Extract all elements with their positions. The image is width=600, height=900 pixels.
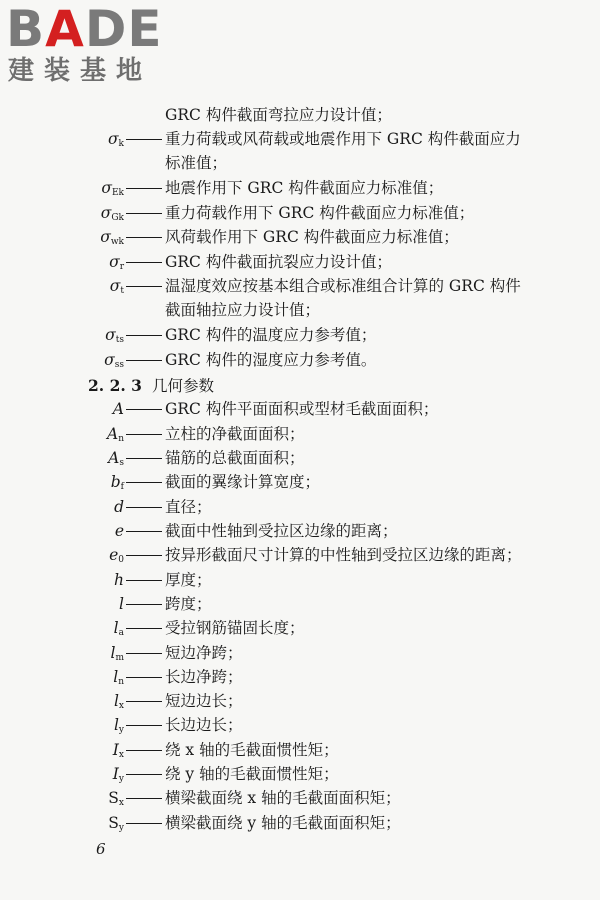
symbol-entry	[0, 763, 600, 787]
entry-symbol: A	[112, 400, 124, 418]
em-dash-rule	[126, 555, 162, 556]
entry-symbol: $S_x$	[108, 789, 124, 808]
entry-symbol: e	[114, 522, 124, 540]
entry-description: 横梁截面绕 y 轴的毛截面面积矩；	[165, 814, 401, 832]
entry-symbol: $l_a$	[113, 619, 124, 638]
em-dash-rule	[126, 725, 162, 726]
entry-symbol: $\sigma_{ss}$	[104, 351, 124, 370]
entry-description: 重力荷载或风荷载或地震作用下 GRC 构件截面应力	[165, 130, 521, 148]
entry-symbol: $I_y$	[112, 765, 124, 784]
entry-subscript: y	[118, 725, 124, 735]
entry-symbol: $\sigma_k$	[107, 130, 124, 149]
entry-subscript: f	[120, 482, 124, 492]
entry-description: 跨度；	[165, 595, 212, 613]
em-dash-rule	[126, 237, 162, 238]
em-dash-rule	[126, 798, 162, 799]
entry-symbol: $I_x$	[112, 741, 124, 760]
em-dash-rule	[126, 360, 162, 361]
symbol-entry	[0, 690, 600, 714]
logo-letters-de: DE	[84, 0, 163, 58]
em-dash-rule	[126, 750, 162, 751]
symbol-entry	[0, 177, 600, 201]
entry-symbol: $A_n$	[107, 425, 124, 444]
entry-subscript: ts	[115, 335, 124, 345]
em-dash-rule	[126, 409, 162, 410]
entry-subscript: Ek	[111, 188, 124, 198]
section-number: 2. 2. 3	[88, 376, 142, 395]
entry-description: 截面的翼缘计算宽度；	[165, 473, 321, 491]
entry-subscript: wk	[110, 237, 124, 247]
symbol-entry	[0, 324, 600, 348]
em-dash-rule	[126, 507, 162, 508]
symbol-entry	[0, 128, 600, 172]
entry-symbol: h	[114, 571, 124, 589]
symbol-entry	[0, 471, 600, 495]
symbol-entry	[0, 569, 600, 593]
entry-description: GRC 构件截面抗裂应力设计值；	[165, 253, 392, 271]
entry-symbol: $S_y$	[108, 814, 124, 833]
entry-symbol: $b_f$	[110, 473, 124, 492]
entry-description: 立柱的净截面面积；	[165, 425, 305, 443]
entry-symbol: $A_s$	[108, 449, 124, 468]
logo-letter-a: A	[45, 0, 85, 58]
entry-subscript: n	[118, 434, 124, 444]
entry-description: 长边净跨；	[165, 668, 243, 686]
entry-symbol: $l_n$	[113, 668, 124, 687]
symbol-entry	[0, 714, 600, 738]
entry-description: 短边净跨；	[165, 644, 243, 662]
entry-symbol: $\sigma_{Ek}$	[101, 179, 124, 198]
entry-symbol: d	[114, 498, 124, 516]
symbol-entry	[0, 593, 600, 617]
entry-symbol: $\sigma_{wk}$	[100, 228, 124, 247]
entry-description: 重力荷载作用下 GRC 构件截面应力标准值；	[165, 204, 475, 222]
em-dash-rule	[126, 482, 162, 483]
section-heading	[88, 374, 214, 396]
entry-symbol: $l_m$	[110, 644, 124, 663]
em-dash-rule	[126, 434, 162, 435]
symbol-entry	[0, 496, 600, 520]
entry-description: GRC 构件平面面积或型材毛截面面积；	[165, 400, 439, 418]
symbol-entry	[0, 275, 600, 319]
em-dash-rule	[126, 580, 162, 581]
entry-subscript: 0	[118, 555, 124, 565]
entry-description: 锚筋的总截面面积；	[165, 449, 305, 467]
em-dash-rule	[126, 701, 162, 702]
symbol-entry	[0, 812, 600, 836]
em-dash-rule	[126, 458, 162, 459]
logo-letter-b: B	[6, 0, 46, 58]
entry-description: 厚度；	[165, 571, 212, 589]
symbol-entry	[0, 544, 600, 568]
symbol-entry	[0, 202, 600, 226]
entry-description-continued: 标准值；	[165, 154, 228, 172]
symbol-entry	[0, 617, 600, 641]
entry-symbol: $\sigma_{ts}$	[105, 326, 124, 345]
entry-description: 截面中性轴到受拉区边缘的距离；	[165, 522, 398, 540]
symbol-entry	[0, 666, 600, 690]
entry-subscript: y	[118, 774, 124, 784]
entry-subscript: m	[115, 653, 124, 663]
entry-description: 绕 x 轴的毛截面惯性矩；	[165, 741, 339, 759]
entry-symbol: $\sigma_{Gk}$	[100, 204, 124, 223]
page-number: 6	[96, 840, 106, 858]
symbol-entry	[0, 251, 600, 275]
symbol-entry	[0, 423, 600, 447]
entry-subscript: a	[118, 628, 124, 638]
entry-description: GRC 构件的湿度应力参考值。	[165, 351, 377, 369]
entry-description: 受拉钢筋锚固长度；	[165, 619, 305, 637]
entry-description: 长边边长；	[165, 716, 243, 734]
em-dash-rule	[126, 531, 162, 532]
entry-subscript: y	[118, 823, 124, 833]
em-dash-rule	[126, 628, 162, 629]
entry-subscript: x	[118, 750, 124, 760]
entry-description: 温湿度效应按基本组合或标准组合计算的 GRC 构件	[165, 277, 521, 295]
entry-description: GRC 构件的温度应力参考值；	[165, 326, 377, 344]
entry-description: 直径；	[165, 498, 212, 516]
symbol-entry	[0, 739, 600, 763]
entry-subscript: ss	[114, 360, 124, 370]
entry-subscript: r	[119, 262, 124, 272]
entry-description: 横梁截面绕 x 轴的毛截面面积矩；	[165, 789, 401, 807]
em-dash-rule	[126, 188, 162, 189]
entry-subscript: n	[118, 677, 124, 687]
entry-description: 地震作用下 GRC 构件截面应力标准值；	[165, 179, 444, 197]
entry-symbol: $\sigma_r$	[109, 253, 124, 272]
symbol-entry	[0, 787, 600, 811]
em-dash-rule	[126, 139, 162, 140]
symbol-entry	[0, 226, 600, 250]
symbol-entry	[0, 520, 600, 544]
entry-symbol: l	[119, 595, 124, 613]
entry-subscript: x	[118, 701, 124, 711]
entry-description: 短边边长；	[165, 692, 243, 710]
entry-description: 绕 y 轴的毛截面惯性矩；	[165, 765, 339, 783]
entry-description: 风荷载作用下 GRC 构件截面应力标准值；	[165, 228, 459, 246]
entry-symbol: $e_0$	[109, 546, 124, 565]
entry-subscript: s	[119, 458, 124, 468]
entry-description-continued: 截面轴拉应力设计值；	[165, 301, 321, 319]
em-dash-rule	[126, 604, 162, 605]
symbol-entry	[0, 398, 600, 422]
em-dash-rule	[126, 677, 162, 678]
entry-subscript: k	[118, 139, 124, 149]
symbol-entry	[0, 447, 600, 471]
em-dash-rule	[126, 653, 162, 654]
logo-wordmark	[6, 0, 176, 58]
em-dash-rule	[126, 213, 162, 214]
em-dash-rule	[126, 286, 162, 287]
section-title: 几何参数	[151, 377, 214, 395]
entry-subscript: x	[118, 798, 124, 808]
entry-subscript: Gk	[111, 213, 124, 223]
em-dash-rule	[126, 774, 162, 775]
entry-subscript: t	[120, 286, 124, 296]
em-dash-rule	[126, 823, 162, 824]
entry-description: 按异形截面尺寸计算的中性轴到受拉区边缘的距离；	[165, 546, 522, 564]
symbol-entry	[0, 349, 600, 373]
symbol-entry	[0, 642, 600, 666]
logo-subtitle: 建装基地	[8, 56, 153, 86]
continuation-line: GRC 构件截面弯拉应力设计值；	[165, 106, 392, 124]
em-dash-rule	[126, 335, 162, 336]
entry-symbol: $l_y$	[113, 716, 124, 735]
entry-symbol: $\sigma_t$	[109, 277, 124, 296]
em-dash-rule	[126, 262, 162, 263]
brand-logo	[6, 0, 176, 90]
entry-symbol: $l_x$	[113, 692, 124, 711]
